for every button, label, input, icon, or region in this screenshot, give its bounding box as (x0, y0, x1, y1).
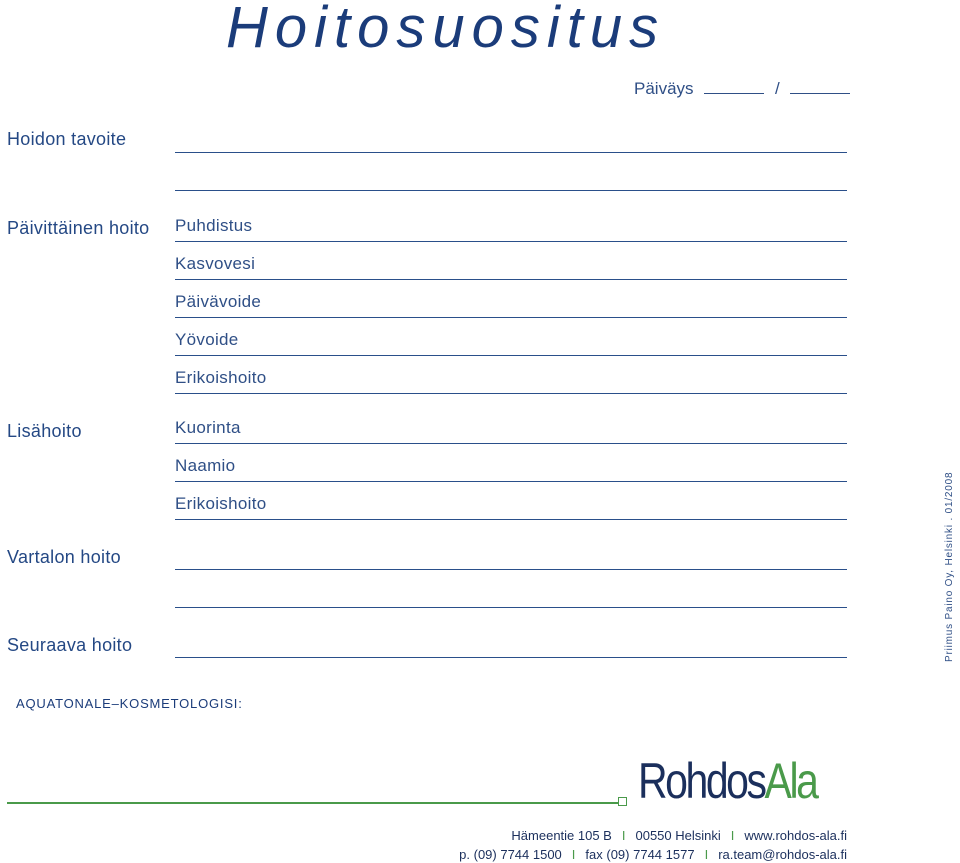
separator-bar: I (621, 828, 626, 843)
date-separator: / (775, 79, 780, 98)
daily-line-cleansing[interactable] (175, 213, 847, 242)
daily-item-label: Päivävoide (175, 292, 262, 311)
daily-item-label: Kasvovesi (175, 254, 256, 273)
separator-bar: I (730, 828, 735, 843)
date-label: Päiväys (634, 79, 694, 98)
address-line-2 (459, 847, 847, 862)
body-line-2[interactable] (175, 579, 847, 608)
daily-line-night-cream[interactable] (175, 327, 847, 356)
line-end-square-icon (618, 797, 627, 806)
extra-line-mask[interactable] (175, 453, 847, 482)
extra-item-label: Naamio (175, 456, 236, 475)
body-line-1[interactable] (175, 541, 847, 570)
extra-line-peeling[interactable] (175, 415, 847, 444)
extra-item-label: Erikoishoito (175, 494, 267, 513)
cosmetologist-label: AQUATONALE–KOSMETOLOGISI: (16, 696, 243, 711)
extra-line-special[interactable] (175, 491, 847, 520)
next-line[interactable] (175, 629, 847, 658)
daily-line-special[interactable] (175, 365, 847, 394)
extra-item-label: Kuorinta (175, 418, 241, 437)
label-daily: Päivittäinen hoito (7, 218, 150, 238)
address-postal: 00550 Helsinki (635, 828, 721, 843)
signature-line[interactable] (7, 802, 619, 804)
date-blank-2[interactable] (790, 81, 850, 94)
goal-line-1[interactable] (175, 124, 847, 153)
label-body: Vartalon hoito (7, 547, 121, 567)
date-blank-1[interactable] (704, 81, 764, 94)
separator-bar: I (571, 847, 576, 862)
logo-part-2: Ala (764, 753, 817, 809)
label-extra: Lisähoito (7, 421, 82, 441)
separator-bar: I (704, 847, 709, 862)
address-line-1 (511, 828, 847, 843)
date-field (634, 79, 856, 99)
daily-item-label: Puhdistus (175, 216, 253, 235)
daily-line-day-cream[interactable] (175, 289, 847, 318)
daily-line-toner[interactable] (175, 251, 847, 280)
goal-line-2[interactable] (175, 162, 847, 191)
address-email[interactable]: ra.team@rohdos-ala.fi (718, 847, 847, 862)
label-goal: Hoidon tavoite (7, 129, 127, 149)
address-fax: fax (09) 7744 1577 (585, 847, 695, 862)
address-web[interactable]: www.rohdos-ala.fi (744, 828, 847, 843)
address-phone: p. (09) 7744 1500 (459, 847, 562, 862)
label-next: Seuraava hoito (7, 635, 133, 655)
company-logo (638, 752, 816, 810)
logo-part-1: Rohdos (638, 753, 765, 809)
address-street: Hämeentie 105 B (511, 828, 612, 843)
page-title: Hoitosuositus (226, 0, 666, 60)
printer-note: Priimus Paino Oy, Helsinki . 01/2008 (944, 471, 955, 662)
daily-item-label: Erikoishoito (175, 368, 267, 387)
daily-item-label: Yövoide (175, 330, 239, 349)
